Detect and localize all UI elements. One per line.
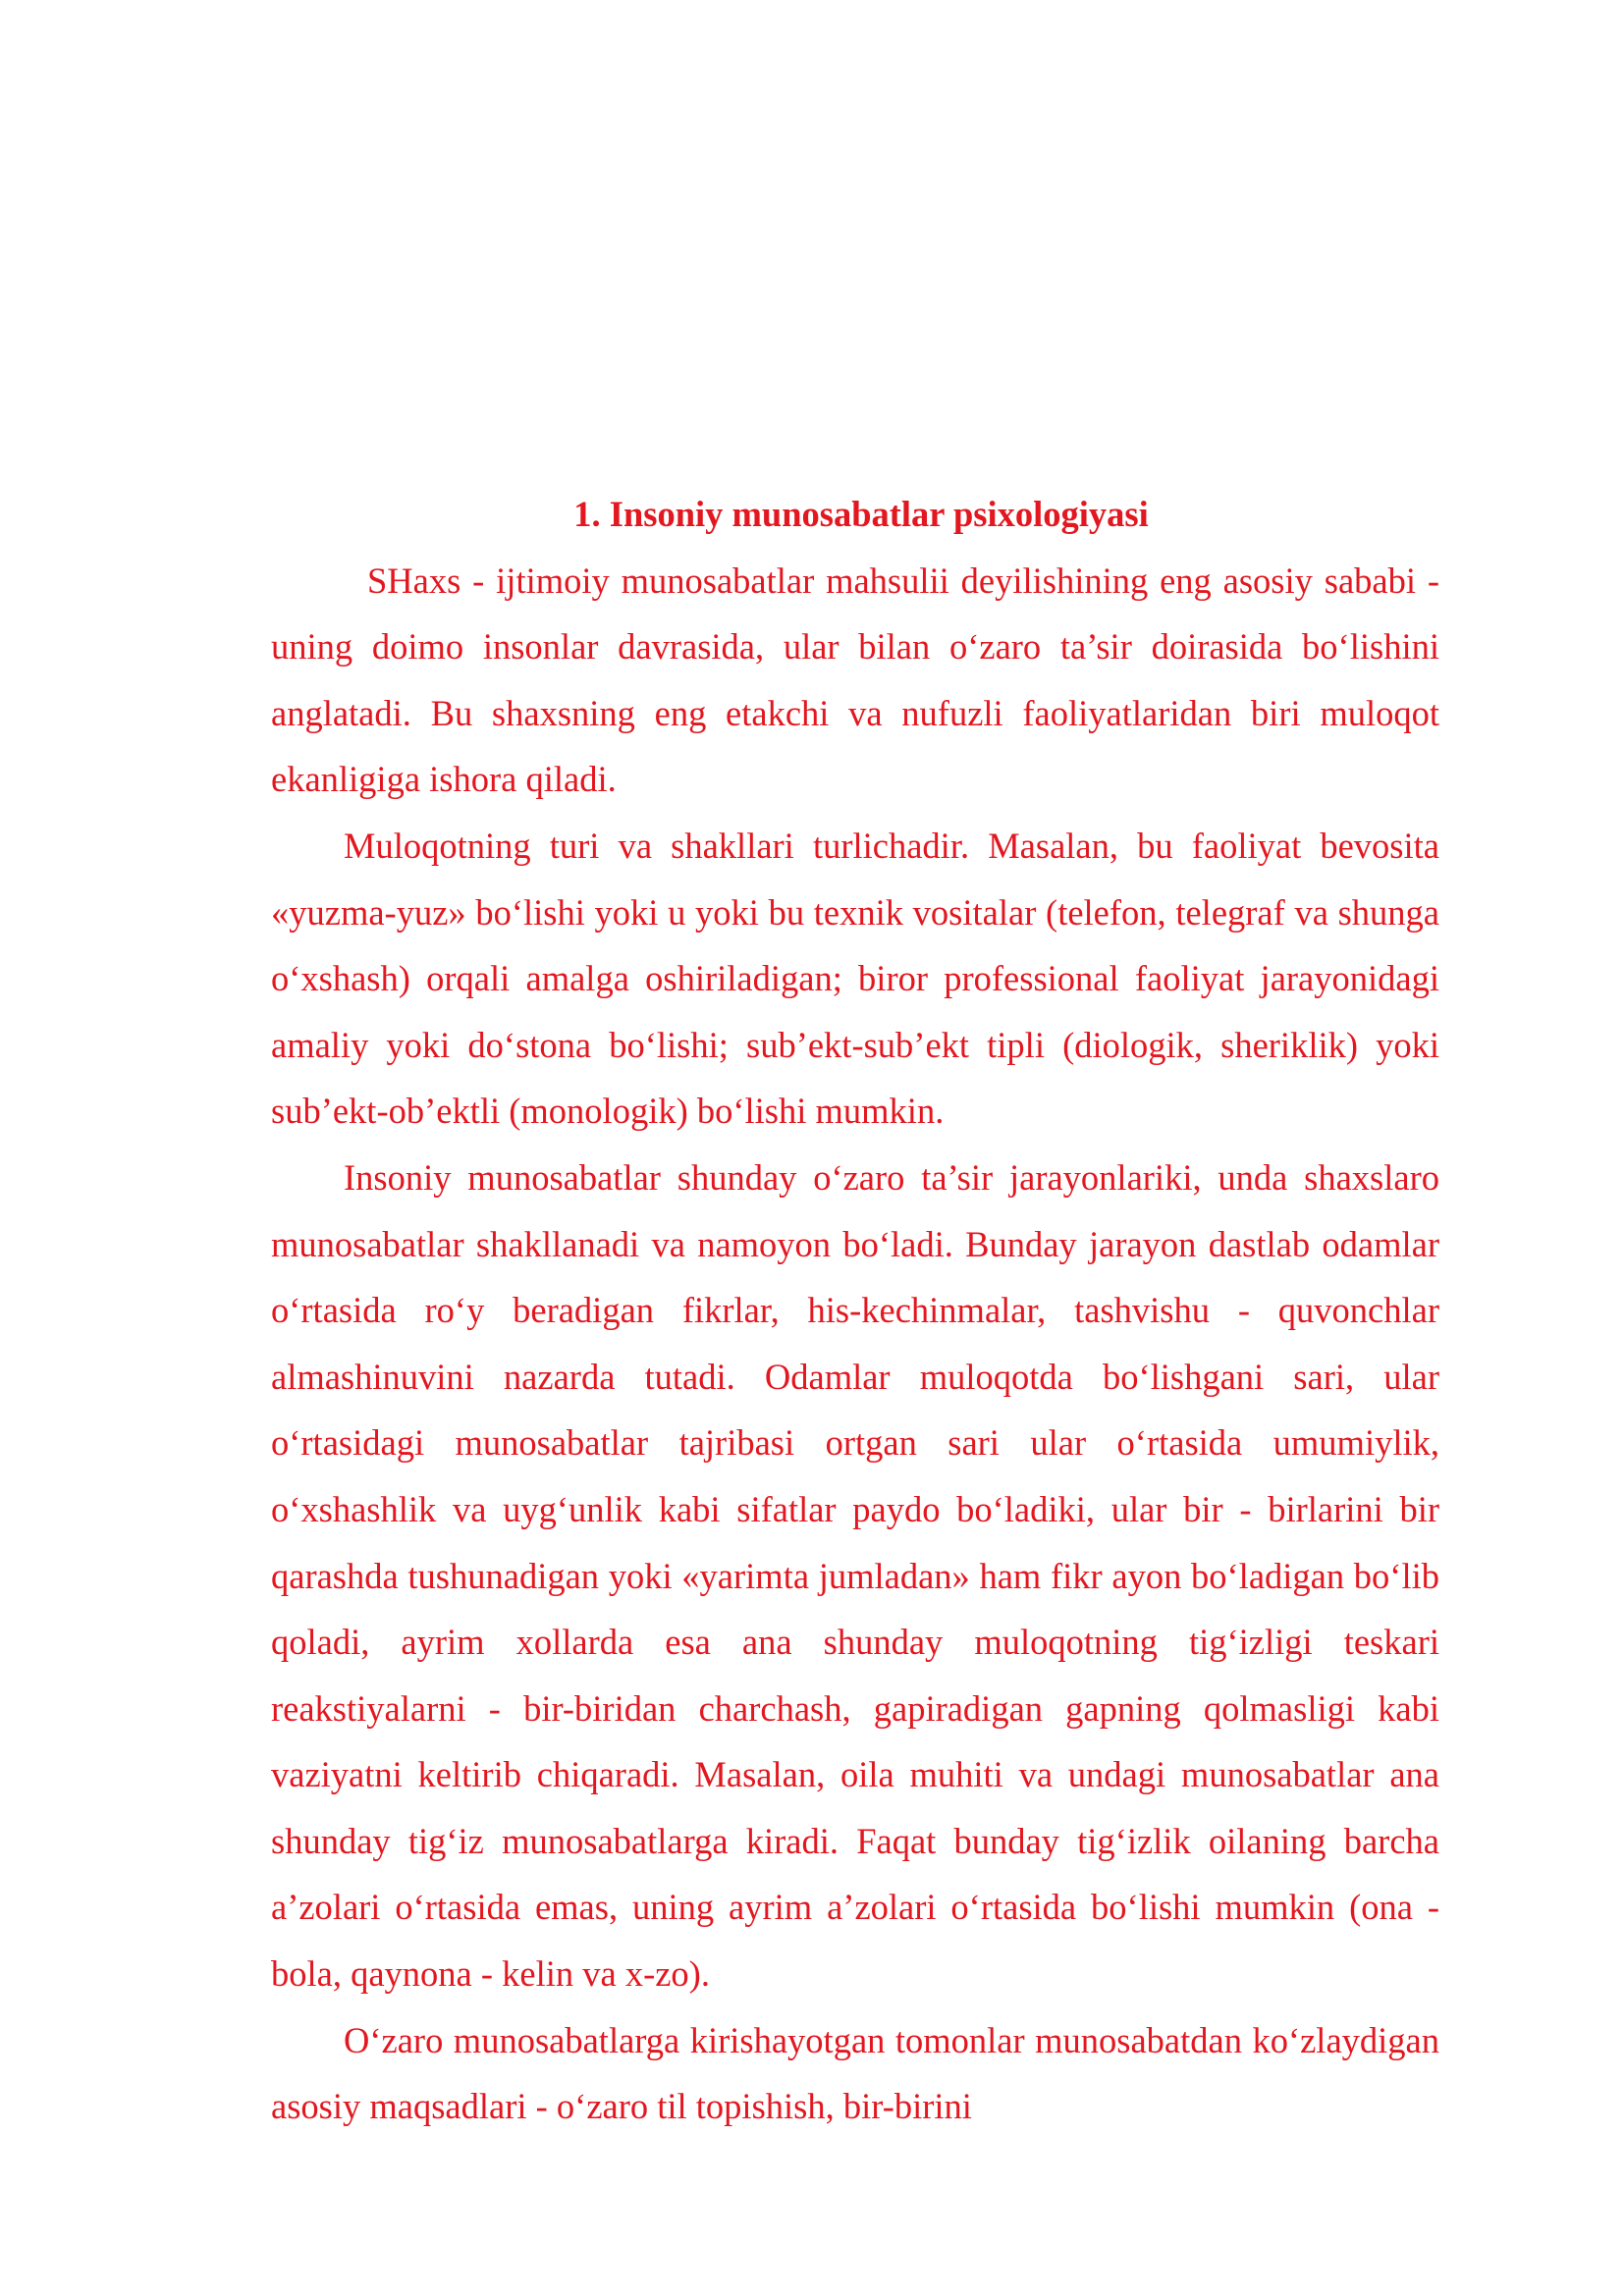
paragraph-3: Insoniy munosabatlar shunday o‘zaro ta’sir jarayonlariki, unda shaxslaro munosabatlar shakllanadi va namoyon bo‘ladi. Bunday jarayon dastlab odamlar o‘rtasida ro‘y beradigan fikrlar, his-kechinmalar, tashvishu - quvonchlar almashinuvini nazarda tutadi. Odamlar muloqotda bo‘lishgani sari, ular o‘rtasidagi munosabatlar tajribasi ortgan sari ular o‘rtasida umumiylik, o‘xshashlik va uyg‘unlik kabi sifatlar paydo bo‘ladiki, ular bir - birlarini bir qarashda tushunadigan yoki «yarimta jumladan» ham fikr ayon bo‘ladigan bo‘lib qoladi, ayrim xollarda esa ana shunday muloqotning tig‘izligi teskari reakstiyalarni - bir-biridan charchash, gapiradigan gapning qolmasligi kabi vaziyatni keltirib chiqaradi. Masalan, oila muhiti va undagi munosabatlar ana shunday tig‘iz munosabatlarga kiradi. Faqat bunday tig‘izlik oilaning barcha a’zolari o‘rtasida emas, uning ayrim a’zolari o‘rtasida bo‘lishi mumkin (ona - bola, qaynona - kelin va x-zo). xyxy=(271,1156,1439,1995)
paragraph-1: SHaxs - ijtimoiy munosabatlar mahsulii deyilishining eng asosiy sababi - uning doimo insonlar davrasida, ular bilan o‘zaro ta’sir doirasida bo‘lishini anglatadi. Bu shaxsning eng etakchi va nufuzli faoliyatlaridan biri muloqot ekanligiga ishora qiladi. xyxy=(271,560,1439,800)
paragraph-4: O‘zaro munosabatlarga kirishayotgan tomonlar munosabatdan ko‘zlaydigan asosiy maqsadlari - o‘zaro til topishish, bir-birini xyxy=(271,2019,1439,2127)
section-title: 1. Insoniy munosabatlar psixologiyasi xyxy=(573,494,1149,534)
document-body xyxy=(271,481,1439,2140)
paragraph-2: Muloqotning turi va shakllari turlichadir. Masalan, bu faoliyat bevosita «yuzma-yuz» bo‘lishi yoki u yoki bu texnik vositalar (telefon, telegraf va shunga o‘xshash) orqali amalga oshiriladigan; biror professional faoliyat jarayonidagi amaliy yoki do‘stona bo‘lishi; sub’ekt-sub’ekt tipli (diologik, sheriklik) yoki sub’ekt-ob’ektli (monologik) bo‘lishi mumkin. xyxy=(271,825,1439,1132)
